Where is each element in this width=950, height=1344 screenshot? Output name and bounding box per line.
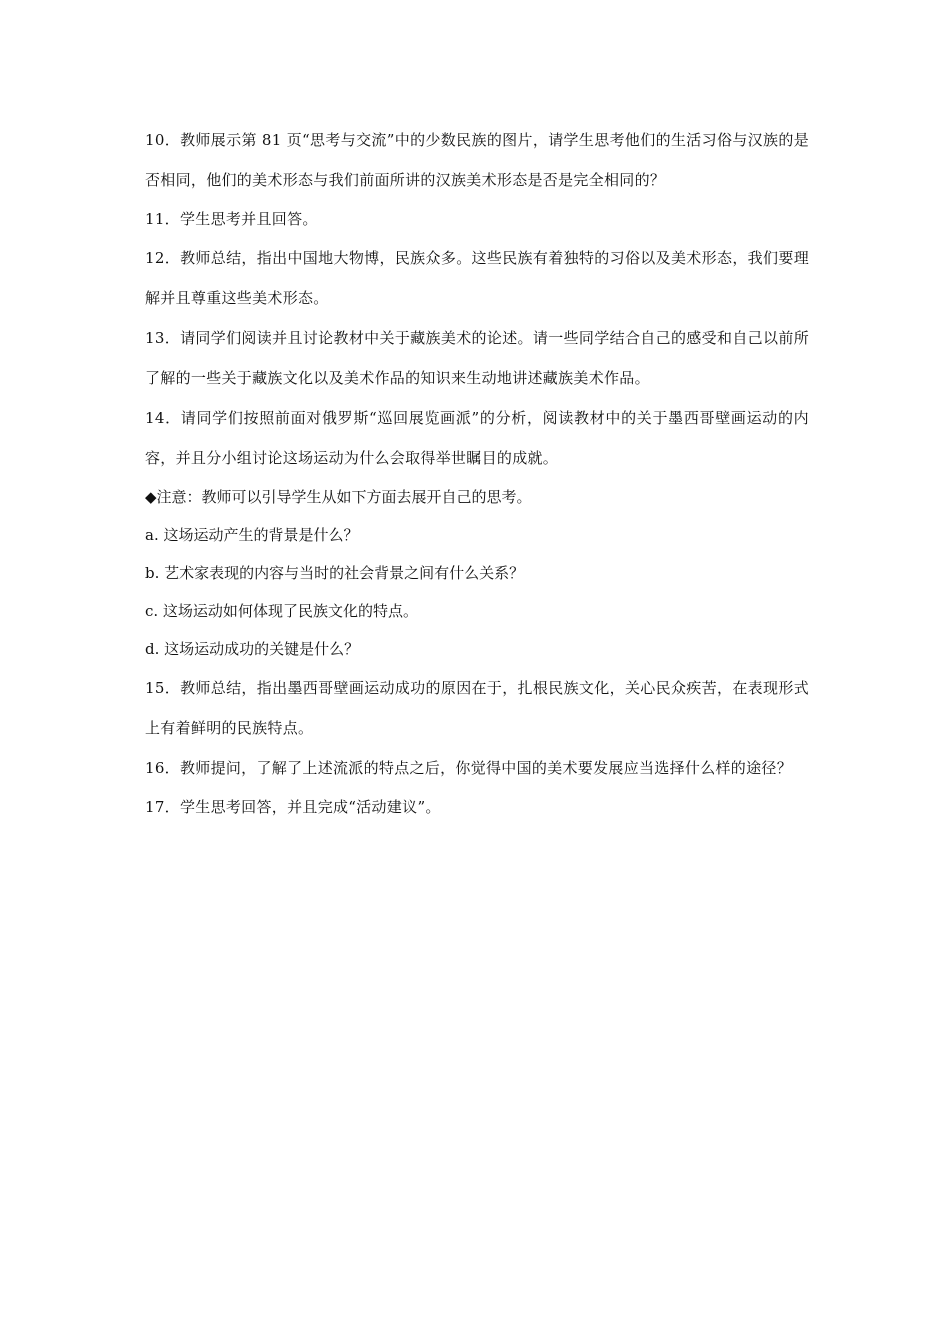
list-item-b: b. 艺术家表现的内容与当时的社会背景之间有什么关系？ <box>145 564 525 582</box>
paragraph-15: 15．教师总结，指出墨西哥壁画运动成功的原因在于，扎根民族文化，关心民众疾苦，在表现形式上有着鲜明的民族特点。 <box>145 679 809 737</box>
paragraph-16: 16．教师提问，了解了上述流派的特点之后，你觉得中国的美术要发展应当选择什么样的途径？ <box>145 759 792 777</box>
paragraph-14: 14．请同学们按照前面对俄罗斯“巡回展览画派”的分析，阅读教材中的关于墨西哥壁画运动的内容，并且分小组讨论这场运动为什么会取得举世瞩目的成就。 <box>145 409 809 467</box>
list-item-d: d. 这场运动成功的关键是什么？ <box>145 640 360 658</box>
note-line: ◆注意：教师可以引导学生从如下方面去展开自己的思考。 <box>145 488 532 506</box>
paragraph-12: 12．教师总结，指出中国地大物博，民族众多。这些民族有着独特的习俗以及美术形态，我们要理解并且尊重这些美术形态。 <box>145 249 809 307</box>
paragraph-17: 17．学生思考回答，并且完成“活动建议”。 <box>145 798 441 816</box>
list-item-c: c. 这场运动如何体现了民族文化的特点。 <box>145 602 418 620</box>
document-body <box>145 120 809 826</box>
paragraph-13: 13．请同学们阅读并且讨论教材中关于藏族美术的论述。请一些同学结合自己的感受和自己以前所了解的一些关于藏族文化以及美术作品的知识来生动地讲述藏族美术作品。 <box>145 329 809 387</box>
list-item-a: a. 这场运动产生的背景是什么？ <box>145 526 359 544</box>
paragraph-11: 11．学生思考并且回答。 <box>145 210 318 228</box>
paragraph-10: 10．教师展示第 81 页“思考与交流”中的少数民族的图片，请学生思考他们的生活习俗与汉族的是否相同，他们的美术形态与我们前面所讲的汉族美术形态是否是完全相同的？ <box>145 131 809 189</box>
